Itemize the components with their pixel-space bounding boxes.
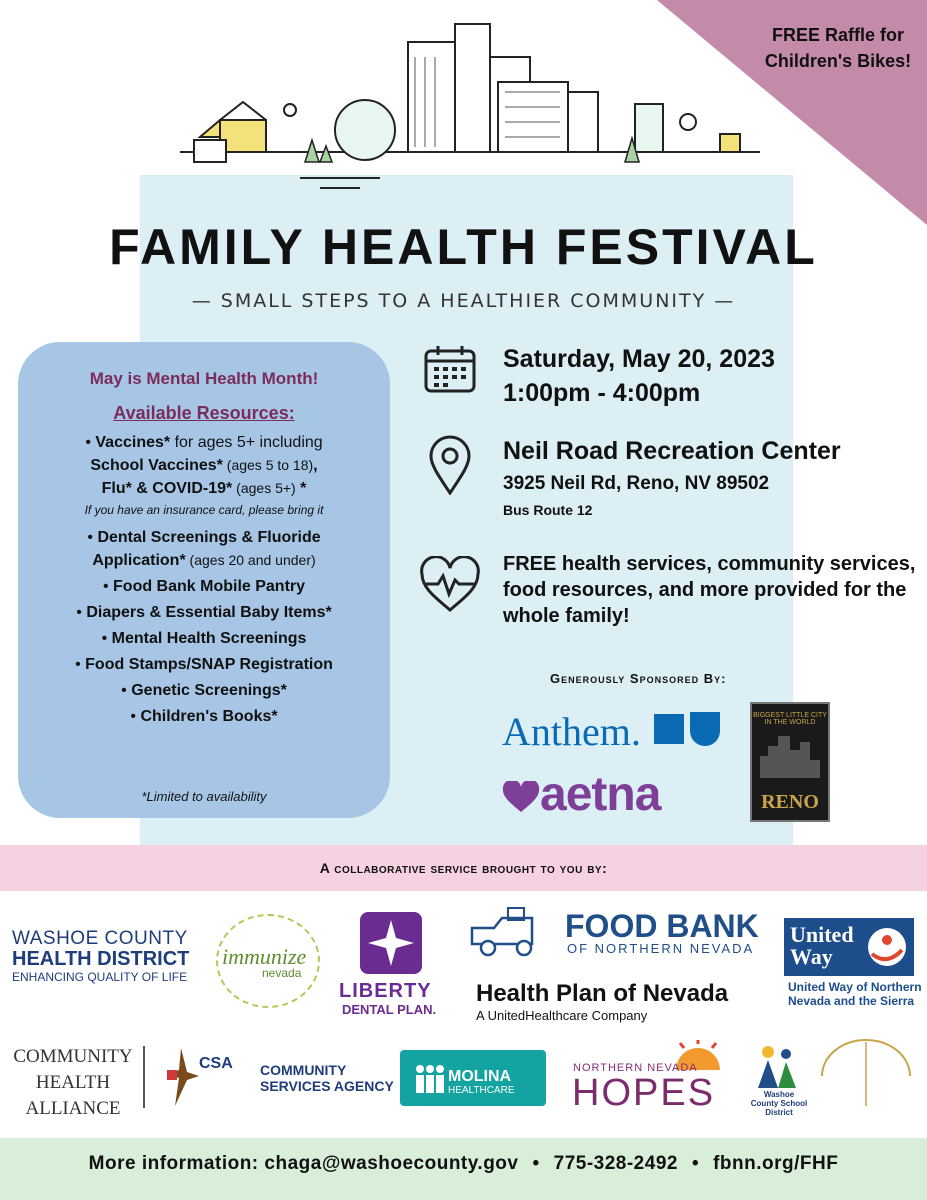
- flu-covid-label: Flu* & COVID-19*: [101, 480, 233, 497]
- dental-application: Application*: [92, 552, 186, 569]
- food-truck-icon: [468, 906, 560, 958]
- venue-address: 3925 Neil Rd, Reno, NV 89502: [503, 473, 770, 494]
- anthem-logo-text: Anthem.: [502, 709, 641, 754]
- footer-contact: [0, 1153, 927, 1175]
- bullet: •: [121, 682, 127, 699]
- aetna-logo-text: aetna: [540, 768, 661, 821]
- calendar-icon: [423, 345, 477, 395]
- hopes-logo-text: HOPES: [572, 1072, 716, 1114]
- vaccines-label: Vaccines*: [95, 434, 171, 451]
- vaccines-text: for ages 5+ including: [170, 434, 323, 451]
- resource-item: [32, 576, 376, 598]
- csa-logo-line2: SERVICES AGENCY: [260, 1078, 394, 1094]
- frc-umbrella-icon: [820, 1036, 920, 1112]
- csa-emblem-icon: [165, 1046, 201, 1108]
- available-resources-heading: Available Resources:: [113, 403, 295, 423]
- cha-logo-text: COMMUNITY HEALTH ALLIANCE: [13, 1046, 133, 1119]
- hopes-logo-top: NORTHERN NEVADA: [573, 1062, 698, 1074]
- washoe-logo-tagline: ENHANCING QUALITY OF LIFE: [12, 970, 188, 984]
- wcsd-figures-icon: [752, 1044, 802, 1090]
- mental-health-heading: May is Mental Health Month!: [89, 369, 319, 388]
- resource-item: [32, 628, 376, 650]
- raffle-text: FREE Raffle for Children's Bikes!: [764, 25, 912, 71]
- csa-logo-tag: CSA: [199, 1055, 233, 1072]
- foodbank-logo-text: FOOD BANK: [565, 908, 759, 944]
- dental-label: Dental Screenings & Fluoride: [97, 529, 321, 546]
- cha-divider: [143, 1046, 145, 1108]
- bullet: •: [101, 630, 108, 647]
- anthem-shield-icon: [690, 712, 720, 746]
- page-title: FAMILY HEALTH FESTIVAL: [109, 219, 818, 275]
- bullet: •: [76, 604, 82, 621]
- location-pin-icon: [428, 435, 472, 495]
- resource-item: [32, 706, 376, 728]
- footer-email: More information: chaga@washoecounty.gov: [88, 1153, 519, 1174]
- anthem-cross-icon: [654, 714, 684, 744]
- event-description: FREE health services, community services, food resources, and more provided for the whole family!: [503, 553, 916, 627]
- flu-covid-star: *: [295, 480, 307, 497]
- hpn-logo-sub: A UnitedHealthcare Company: [476, 1008, 648, 1023]
- resource-item-label: Mental Health Screenings: [111, 630, 307, 647]
- aetna-heart-icon: [502, 781, 540, 813]
- reno-skyline-icon: [760, 734, 820, 778]
- school-vaccines-label: School Vaccines*: [90, 457, 223, 474]
- united-way-logo-text: United Way: [790, 922, 854, 969]
- resource-item: [32, 602, 376, 624]
- immunize-logo-sub: nevada: [262, 966, 302, 980]
- bullet: •: [87, 529, 93, 546]
- washoe-logo-line2: HEALTH DISTRICT: [12, 948, 190, 970]
- resource-dental: [32, 527, 376, 572]
- resources-panel: [18, 342, 390, 818]
- liberty-logo-sub: DENTAL PLAN.: [342, 1002, 437, 1017]
- reno-logo: [750, 702, 830, 822]
- bullet: •: [102, 578, 109, 595]
- molina-logo-sub: HEALTHCARE: [448, 1085, 515, 1096]
- molina-people-icon: [414, 1064, 446, 1094]
- resource-item-label: Diapers & Essential Baby Items*: [86, 604, 332, 621]
- resource-item-label: Genetic Screenings*: [131, 682, 287, 699]
- reno-slogan: BIGGEST LITTLE CITY IN THE WORLD: [753, 712, 827, 726]
- molina-logo-text: MOLINA: [448, 1068, 512, 1085]
- reno-logo-text: RENO: [761, 791, 819, 813]
- page-subtitle: — SMALL STEPS TO A HEALTHIER COMMUNITY —: [191, 290, 736, 312]
- csa-logo-line1: COMMUNITY: [260, 1062, 347, 1078]
- flu-covid-ages: (ages 5+): [232, 480, 296, 496]
- collaborative-heading: A collaborative service brought to you by:: [319, 860, 608, 876]
- foodbank-logo-sub: OF NORTHERN NEVADA: [567, 941, 755, 956]
- wcsd-logo-text: Washoe County School District: [750, 1090, 808, 1117]
- resource-vaccines: [32, 432, 376, 500]
- resource-item: [32, 680, 376, 702]
- limited-note: *Limited to availability: [141, 789, 267, 804]
- liberty-star-icon: [360, 912, 422, 974]
- united-way-hand-icon: [866, 926, 908, 968]
- immunize-logo-text: immunize: [222, 944, 307, 969]
- footer-separator: •: [691, 1153, 700, 1174]
- resource-item-label: Food Bank Mobile Pantry: [113, 578, 306, 595]
- insurance-note: If you have an insurance card, please bring it: [84, 503, 324, 517]
- vaccines-comma: ,: [313, 457, 318, 474]
- united-way-sub1: United Way of Northern: [788, 980, 922, 994]
- bullet: •: [85, 434, 91, 451]
- bullet: •: [75, 656, 81, 673]
- washoe-logo-line1: WASHOE COUNTY: [12, 928, 188, 949]
- footer-website: fbnn.org/FHF: [713, 1153, 839, 1174]
- hpn-logo-text: Health Plan of Nevada: [476, 980, 729, 1007]
- dental-ages: (ages 20 and under): [185, 552, 316, 568]
- footer-phone: 775-328-2492: [553, 1153, 678, 1174]
- school-vaccines-ages: (ages 5 to 18): [222, 457, 314, 473]
- event-date: Saturday, May 20, 2023: [503, 345, 775, 373]
- resource-item-label: Children's Books*: [140, 708, 278, 725]
- event-time: 1:00pm - 4:00pm: [503, 379, 701, 407]
- bus-route: Bus Route 12: [503, 502, 593, 518]
- liberty-logo-text: LIBERTY: [339, 980, 432, 1002]
- footer-separator: •: [532, 1153, 540, 1174]
- resource-item-label: Food Stamps/SNAP Registration: [85, 656, 333, 673]
- united-way-sub2: Nevada and the Sierra: [788, 994, 915, 1008]
- resource-item: [32, 654, 376, 676]
- bullet: •: [130, 708, 136, 725]
- heartbeat-icon: [418, 556, 482, 614]
- city-skyline-illustration: [180, 12, 760, 207]
- venue-name: Neil Road Recreation Center: [503, 437, 841, 465]
- sponsors-heading: Generously Sponsored By:: [550, 671, 727, 686]
